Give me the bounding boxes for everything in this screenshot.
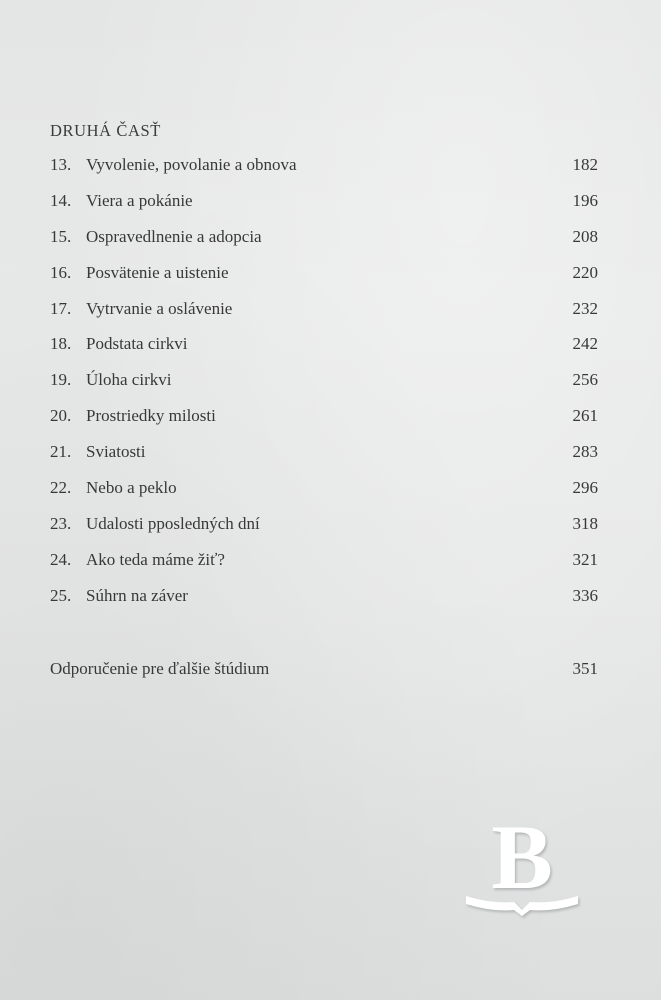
chapter-title: Sviatosti bbox=[86, 442, 146, 462]
toc-row-18 bbox=[50, 334, 598, 370]
chapter-page: 283 bbox=[572, 442, 598, 462]
chapter-number: 15. bbox=[50, 226, 72, 246]
publisher-logo-icon bbox=[462, 810, 582, 920]
chapter-page: 296 bbox=[572, 478, 598, 498]
toc-row-20 bbox=[50, 406, 598, 442]
chapter-title: Posvätenie a uistenie bbox=[86, 262, 229, 282]
chapter-page: 318 bbox=[572, 513, 598, 533]
chapter-number: 14. bbox=[50, 190, 72, 210]
toc-row-13 bbox=[50, 155, 598, 191]
chapter-page: 242 bbox=[572, 334, 598, 354]
chapter-title: Podstata cirkvi bbox=[86, 334, 188, 354]
chapter-page: 261 bbox=[572, 406, 598, 426]
chapter-title: Vyvolenie, povolanie a obnova bbox=[86, 155, 297, 174]
further-reading-row bbox=[50, 659, 598, 683]
chapter-page: 256 bbox=[572, 370, 598, 390]
svg-text:B: B bbox=[491, 810, 553, 908]
chapter-title: Súhrn na záver bbox=[86, 585, 188, 605]
toc-row-16 bbox=[50, 263, 598, 299]
chapter-page: 220 bbox=[572, 262, 598, 282]
chapter-number: 13. bbox=[50, 155, 72, 174]
chapter-title: Vytrvanie a oslávenie bbox=[86, 298, 233, 318]
chapter-title: Ospravedlnenie a adopcia bbox=[86, 226, 262, 246]
chapter-number: 22. bbox=[50, 478, 72, 498]
table-of-contents bbox=[50, 155, 598, 622]
toc-row-17 bbox=[50, 299, 598, 335]
toc-row-14 bbox=[50, 191, 598, 227]
chapter-title: Úloha cirkvi bbox=[86, 370, 172, 390]
chapter-number: 25. bbox=[50, 585, 72, 605]
further-reading-title: Odporučenie pre ďalšie štúdium bbox=[50, 659, 270, 678]
chapter-number: 24. bbox=[50, 549, 72, 569]
section-title: DRUHÁ ČASŤ bbox=[50, 121, 161, 140]
toc-row-21 bbox=[50, 442, 598, 478]
chapter-number: 16. bbox=[50, 262, 72, 282]
chapter-number: 20. bbox=[50, 406, 72, 426]
chapter-page: 196 bbox=[572, 190, 598, 210]
chapter-page: 321 bbox=[572, 549, 598, 569]
chapter-number: 21. bbox=[50, 442, 72, 462]
chapter-title: Prostriedky milosti bbox=[86, 406, 216, 426]
toc-row-15 bbox=[50, 227, 598, 263]
toc-row-25 bbox=[50, 586, 598, 622]
chapter-page: 208 bbox=[572, 226, 598, 246]
toc-row-23 bbox=[50, 514, 598, 550]
chapter-title: Viera a pokánie bbox=[86, 190, 193, 210]
chapter-title: Ako teda máme žiť? bbox=[86, 549, 225, 569]
chapter-page: 232 bbox=[572, 298, 598, 318]
toc-row-24 bbox=[50, 550, 598, 586]
further-reading-page: 351 bbox=[572, 659, 598, 678]
chapter-number: 19. bbox=[50, 370, 72, 390]
chapter-page: 182 bbox=[572, 155, 598, 174]
chapter-number: 18. bbox=[50, 334, 72, 354]
chapter-title: Udalosti pposledných dní bbox=[86, 513, 260, 533]
chapter-title: Nebo a peklo bbox=[86, 478, 177, 498]
chapter-number: 17. bbox=[50, 298, 72, 318]
toc-row-19 bbox=[50, 370, 598, 406]
toc-row-22 bbox=[50, 478, 598, 514]
chapter-number: 23. bbox=[50, 513, 72, 533]
chapter-page: 336 bbox=[572, 585, 598, 605]
